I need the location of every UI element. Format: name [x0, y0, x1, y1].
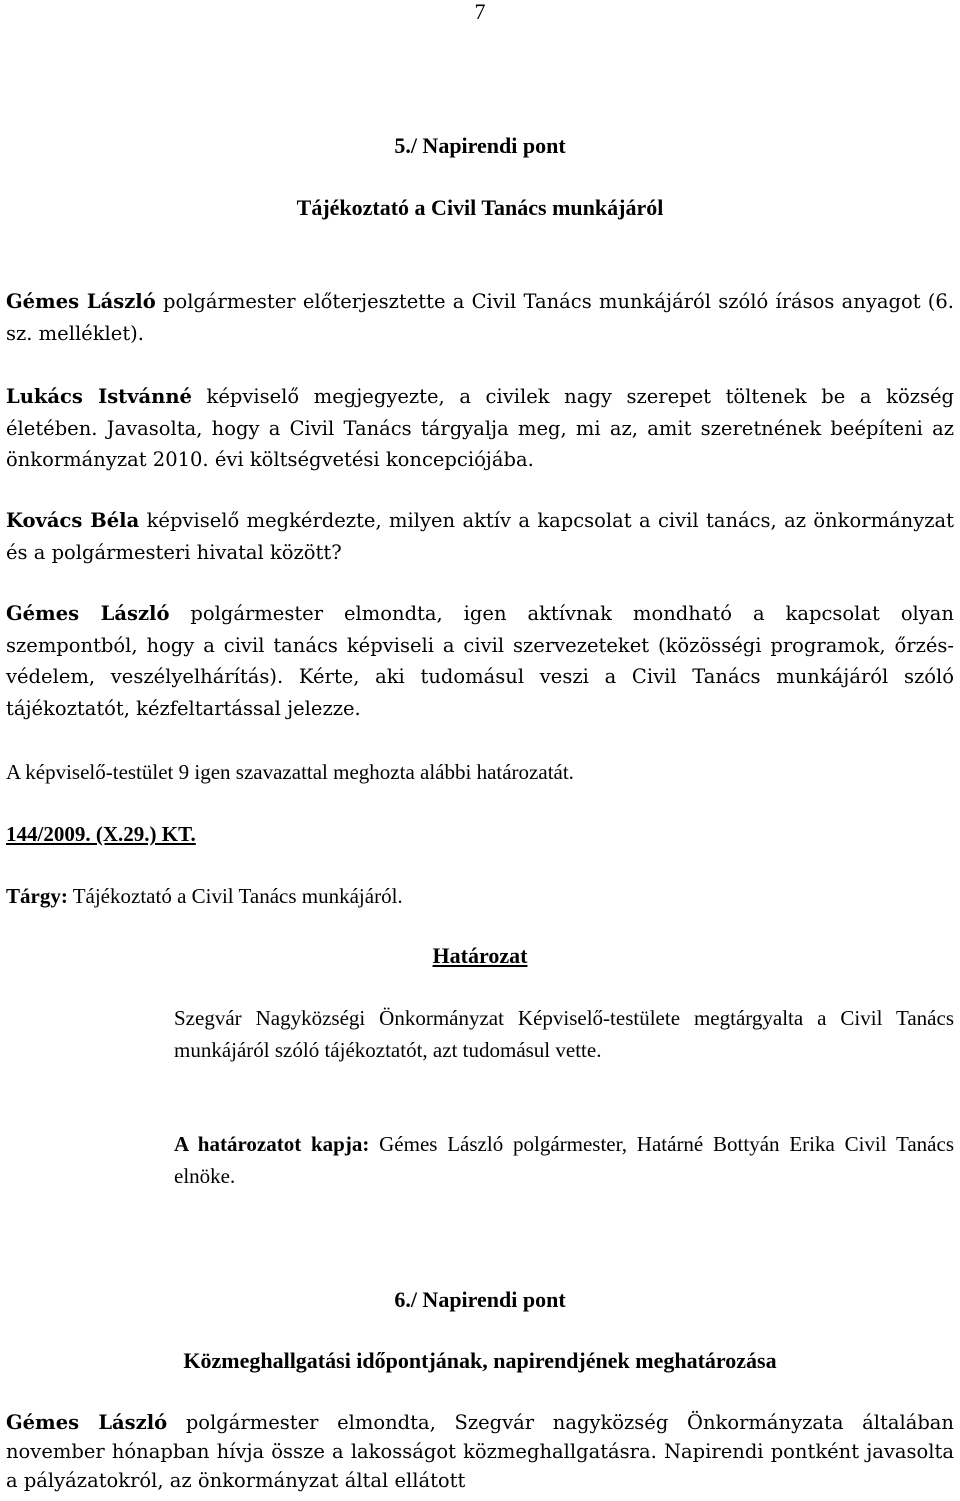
paragraph-mayor-answer: [6, 598, 954, 724]
page-number: 7: [474, 0, 486, 24]
paragraph-kovacs-question: [6, 505, 954, 568]
subject-text: Tájékoztató a Civil Tanács munkájáról.: [67, 884, 403, 908]
speaker-name: Lukács Istvánné: [6, 385, 192, 408]
resolution-number-text: 144/2009. (X.29.) KT.: [6, 822, 196, 846]
paragraph-text: polgármester elmondta, igen aktívnak mondható a kapcsolat olyan szempontból, hogy a civil tanács képviseli a civil szervezeteket (közösségi programok, őrzés-védelem, veszélyelhárítás). Kérte, aki tudomásul veszi a Civil Tanács munkájáról szóló tájékoztatót, kézfeltartással jelezze.: [6, 602, 954, 720]
paragraph-text: polgármester elmondta, Szegvár nagyközség Önkormányzata általában november hónapban hívja össze a lakosságot közmeghallgatásra. Napirendi pontként javasolta a pályázatokról, az önkormányzat által ellátott: [6, 1411, 954, 1492]
paragraph-text: képviselő megjegyezte, a civilek nagy szerepet töltenek be a község életében. Javasolta, hogy a Civil Tanács tárgyalja meg, mi az, amit szeretnének beépíteni az önkormányzat 2010. évi költségvetési koncepciójába.: [6, 385, 954, 471]
recipients-text: Gémes László polgármester, Határné Bottyán Erika Civil Tanács elnöke.: [174, 1132, 954, 1188]
paragraph-mayor-introduction: [6, 286, 954, 349]
speaker-name: Gémes László: [6, 602, 170, 625]
section5-title: Tájékoztató a Civil Tanács munkájáról: [296, 195, 664, 220]
resolution-heading: Határozat: [432, 943, 528, 968]
paragraph-public-hearing: [6, 1408, 954, 1495]
paragraph-text: képviselő megkérdezte, milyen aktív a kapcsolat a civil tanács, az önkormányzat és a polgármesteri hivatal között?: [6, 509, 954, 564]
resolution-number: [6, 819, 954, 851]
resolution-recipients: [174, 1129, 954, 1192]
vote-statement: A képviselő-testület 9 igen szavazattal meghozta alábbi határozatát.: [6, 760, 574, 784]
speaker-name: Kovács Béla: [6, 509, 140, 532]
section5-heading: 5./ Napirendi pont: [394, 133, 566, 158]
resolution-subject: [6, 881, 954, 913]
section6-title: Közmeghallgatási időpontjának, napirendjének meghatározása: [183, 1348, 777, 1373]
paragraph-text: polgármester előterjesztette a Civil Tanács munkájáról szóló írásos anyagot (6. sz. melléklet).: [6, 290, 954, 345]
resolution-text: Szegvár Nagyközségi Önkormányzat Képviselő-testülete megtárgyalta a Civil Tanács munkájáról szóló tájékoztatót, azt tudomásul vette.: [174, 1006, 954, 1062]
speaker-name: Gémes László: [6, 290, 156, 313]
subject-label: Tárgy:: [6, 884, 68, 908]
recipients-label: A határozatot kapja:: [174, 1132, 370, 1156]
section6-heading: 6./ Napirendi pont: [394, 1287, 566, 1312]
paragraph-lukacs-remark: [6, 381, 954, 476]
speaker-name: Gémes László: [6, 1411, 168, 1434]
